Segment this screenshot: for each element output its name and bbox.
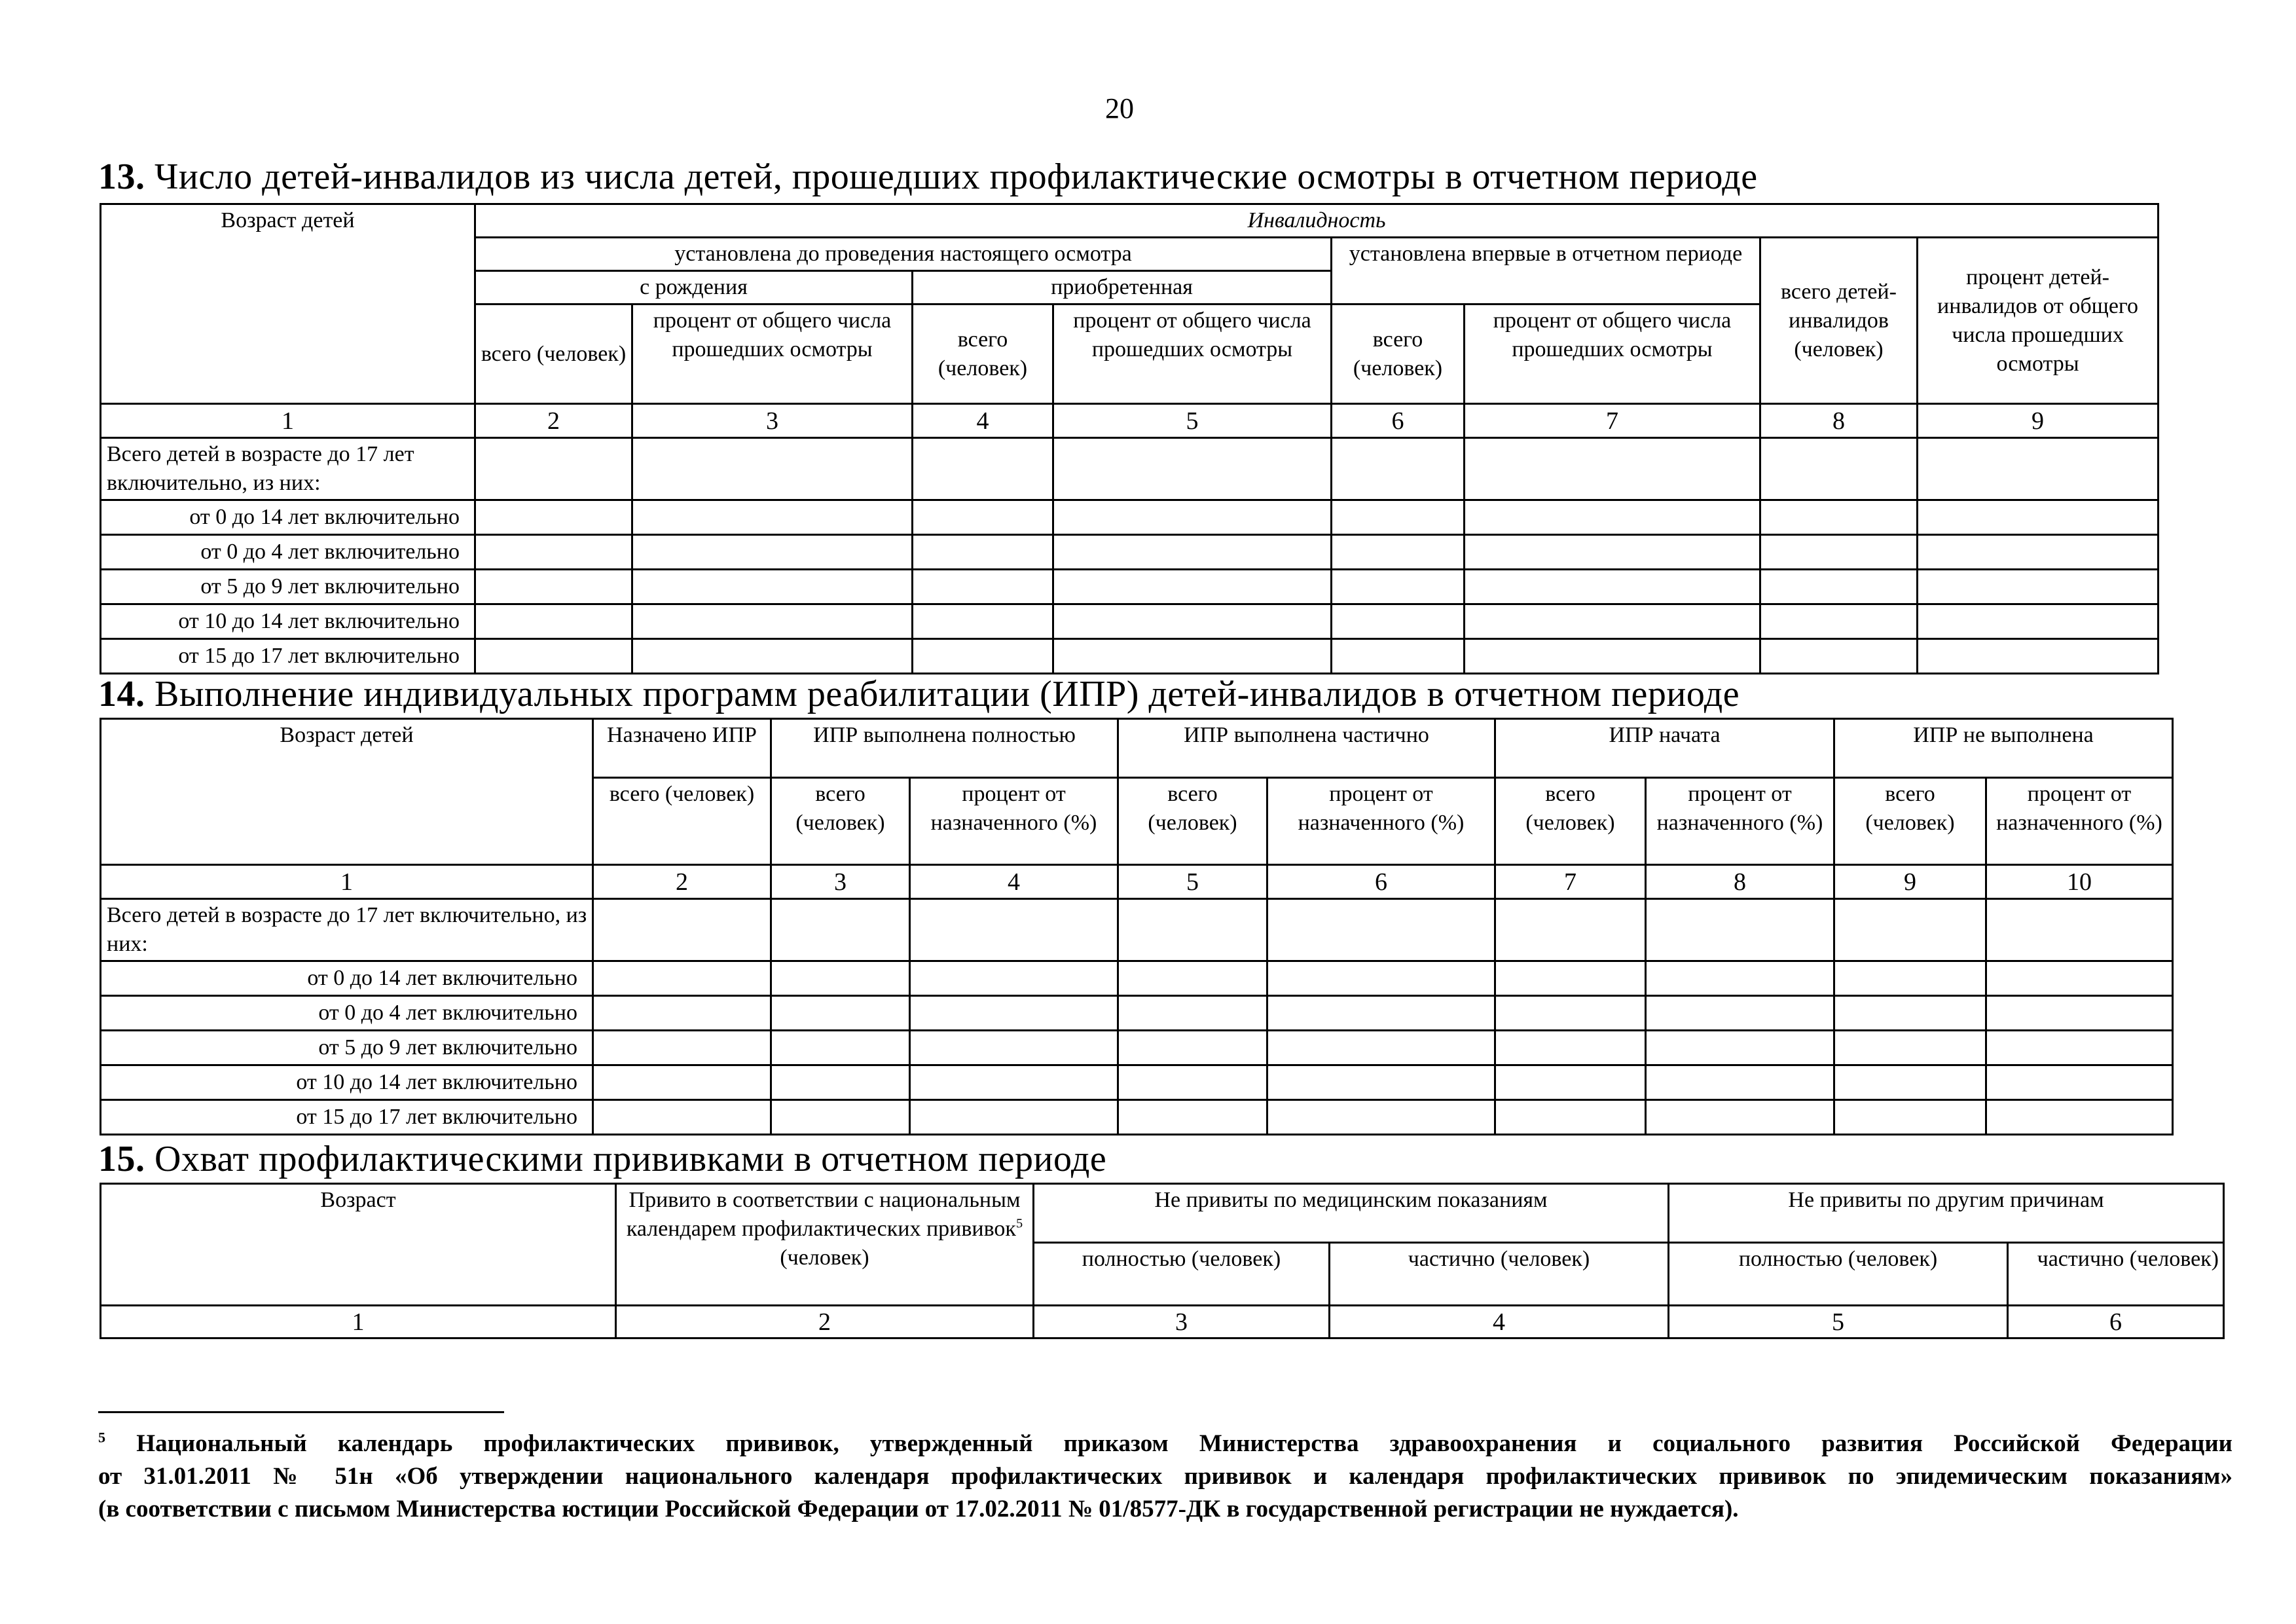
t14-header-percent: процент от назначенного (%) <box>1646 778 1834 865</box>
data-cell <box>913 570 1053 604</box>
data-cell <box>1834 961 1986 996</box>
section-15-number: 15. <box>98 1139 145 1179</box>
data-cell <box>1918 604 2159 639</box>
t13-colnum: 1 <box>101 404 475 438</box>
data-cell <box>475 535 632 570</box>
t14-header-percent: процент от назначенного (%) <box>1267 778 1495 865</box>
data-cell <box>1760 604 1918 639</box>
data-cell <box>1267 996 1495 1031</box>
t14-header-partial: ИПР выполнена частично <box>1118 719 1495 778</box>
data-cell <box>1118 899 1267 961</box>
footnote-rule <box>98 1411 504 1413</box>
data-cell <box>1267 899 1495 961</box>
t13-header-from-birth: с рождения <box>475 271 913 304</box>
table-14 <box>100 718 2174 1135</box>
t13-row-label: от 0 до 4 лет включительно <box>101 535 475 570</box>
data-cell <box>1760 500 1918 535</box>
t14-row-label: от 0 до 14 лет включительно <box>101 961 593 996</box>
t13-colnum: 5 <box>1053 404 1332 438</box>
table-row <box>101 961 2173 996</box>
section-13-number: 13. <box>98 157 145 197</box>
data-cell <box>1918 535 2159 570</box>
t13-row-label: от 10 до 14 лет включительно <box>101 604 475 639</box>
data-cell <box>1465 535 1760 570</box>
t13-row-label: Всего детей в возрасте до 17 лет включительно, из них: <box>101 438 475 500</box>
t14-header-full: ИПР выполнена полностью <box>771 719 1118 778</box>
data-cell <box>1332 639 1465 674</box>
data-cell <box>1495 961 1646 996</box>
t13-header-percent: процент от общего числа прошедших осмотры <box>1465 304 1760 404</box>
data-cell <box>632 570 913 604</box>
data-cell <box>632 639 913 674</box>
data-cell <box>1495 1031 1646 1065</box>
data-cell <box>1646 1100 1834 1135</box>
t13-header-before-exam: установлена до проведения настоящего осмотра <box>475 238 1332 271</box>
section-14-title-text: Выполнение индивидуальных программ реабилитации (ИПР) детей-инвалидов в отчетном периоде <box>145 674 1740 714</box>
t13-row-label: от 0 до 14 лет включительно <box>101 500 475 535</box>
t14-header-total: всего (человек) <box>593 778 771 865</box>
t14-header-started: ИПР начата <box>1495 719 1834 778</box>
t14-colnum: 10 <box>1986 865 2173 899</box>
t13-colnum: 2 <box>475 404 632 438</box>
t13-header-percent-disabled: процент детей-инвалидов от общего числа прошедших осмотры <box>1918 238 2159 404</box>
t15-header-not-other: Не привиты по другим причинам <box>1669 1184 2224 1243</box>
t14-row-label: от 10 до 14 лет включительно <box>101 1065 593 1100</box>
t14-colnum: 3 <box>771 865 910 899</box>
t14-column-numbers <box>101 865 2173 899</box>
t15-colnum: 5 <box>1669 1306 2008 1338</box>
t13-colnum: 8 <box>1760 404 1918 438</box>
t13-colnum: 6 <box>1332 404 1465 438</box>
data-cell <box>771 961 910 996</box>
table-15 <box>100 1183 2225 1339</box>
t14-header-total: всего (человек) <box>771 778 910 865</box>
data-cell <box>1918 438 2159 500</box>
t14-row-label: от 15 до 17 лет включительно <box>101 1100 593 1135</box>
t15-header-full: полностью (человек) <box>1034 1243 1330 1306</box>
data-cell <box>1267 1031 1495 1065</box>
footnote <box>98 1428 2232 1526</box>
data-cell <box>1495 1065 1646 1100</box>
t15-colnum: 3 <box>1034 1306 1330 1338</box>
data-cell <box>1760 639 1918 674</box>
data-cell <box>910 996 1118 1031</box>
data-cell <box>593 1065 771 1100</box>
table-row <box>101 604 2159 639</box>
footnote-text-1: Национальный календарь профилактических прививок, утвержденный приказом Министерства здравоохранения и социального развития Российской Федерации <box>105 1430 2232 1457</box>
t14-colnum: 8 <box>1646 865 1834 899</box>
t14-header-assigned: Назначено ИПР <box>593 719 771 778</box>
data-cell <box>632 535 913 570</box>
t14-header-total: всего (человек) <box>1834 778 1986 865</box>
data-cell <box>1646 1031 1834 1065</box>
table-row <box>101 570 2159 604</box>
data-cell <box>1465 438 1760 500</box>
t13-header-age: Возраст детей <box>101 204 475 404</box>
data-cell <box>1986 1100 2173 1135</box>
data-cell <box>910 1065 1118 1100</box>
data-cell <box>593 1031 771 1065</box>
section-15-title <box>98 1138 1106 1180</box>
data-cell <box>1267 961 1495 996</box>
table-row <box>101 535 2159 570</box>
t13-row-label: от 15 до 17 лет включительно <box>101 639 475 674</box>
t13-header-acquired: приобретенная <box>913 271 1332 304</box>
data-cell <box>475 500 632 535</box>
data-cell <box>1760 535 1918 570</box>
t14-header-total: всего (человек) <box>1495 778 1646 865</box>
t15-header-full: полностью (человек) <box>1669 1243 2008 1306</box>
footnote-line-3: (в соответствии с письмом Министерства юстиции Российской Федерации от 17.02.2011 № 01/8577-ДК в государственной регистрации не нуждается). <box>98 1496 1739 1522</box>
table-13 <box>100 203 2159 674</box>
t14-header-total: всего (человек) <box>1118 778 1267 865</box>
data-cell <box>1918 500 2159 535</box>
data-cell <box>1465 500 1760 535</box>
t15-header-vaccinated-unit: (человек) <box>780 1246 869 1270</box>
t15-colnum: 6 <box>2008 1306 2224 1338</box>
footnote-mark: 5 <box>98 1429 106 1446</box>
t14-header-not-done: ИПР не выполнена <box>1834 719 2173 778</box>
data-cell <box>1495 1100 1646 1135</box>
data-cell <box>593 996 771 1031</box>
t14-row-label: от 5 до 9 лет включительно <box>101 1031 593 1065</box>
data-cell <box>593 961 771 996</box>
data-cell <box>1646 899 1834 961</box>
data-cell <box>1332 570 1465 604</box>
data-cell <box>1118 961 1267 996</box>
data-cell <box>1332 535 1465 570</box>
data-cell <box>1118 1100 1267 1135</box>
t14-colnum: 5 <box>1118 865 1267 899</box>
t14-header-percent: процент от назначенного (%) <box>1986 778 2173 865</box>
data-cell <box>771 1065 910 1100</box>
data-cell <box>913 639 1053 674</box>
data-cell <box>593 1100 771 1135</box>
data-cell <box>475 604 632 639</box>
data-cell <box>1646 996 1834 1031</box>
t13-header-total: всего (человек) <box>475 304 632 404</box>
t14-colnum: 7 <box>1495 865 1646 899</box>
data-cell <box>1495 899 1646 961</box>
t13-header-disability: Инвалидность <box>475 204 2159 238</box>
t15-header-partial: частично (человек) <box>1330 1243 1669 1306</box>
data-cell <box>1118 1065 1267 1100</box>
data-cell <box>475 438 632 500</box>
data-cell <box>1465 570 1760 604</box>
table-row <box>101 899 2173 961</box>
t13-header-total: всего (человек) <box>913 304 1053 404</box>
data-cell <box>910 1031 1118 1065</box>
data-cell <box>1834 899 1986 961</box>
data-cell <box>1332 500 1465 535</box>
table-row <box>101 1065 2173 1100</box>
t14-colnum: 4 <box>910 865 1118 899</box>
table-row <box>101 1031 2173 1065</box>
t14-colnum: 2 <box>593 865 771 899</box>
t13-header-total-disabled: всего детей-инвалидов (человек) <box>1760 238 1918 404</box>
data-cell <box>593 899 771 961</box>
data-cell <box>771 899 910 961</box>
data-cell <box>1118 996 1267 1031</box>
t13-colnum: 9 <box>1918 404 2159 438</box>
data-cell <box>913 500 1053 535</box>
t14-colnum: 1 <box>101 865 593 899</box>
data-cell <box>1986 996 2173 1031</box>
t15-colnum: 2 <box>616 1306 1034 1338</box>
section-15-title-text: Охват профилактическими прививками в отчетном периоде <box>145 1139 1107 1179</box>
data-cell <box>475 570 632 604</box>
t14-colnum: 6 <box>1267 865 1495 899</box>
data-cell <box>1332 604 1465 639</box>
t14-row-label: от 0 до 4 лет включительно <box>101 996 593 1031</box>
section-13-title <box>98 156 1758 198</box>
data-cell <box>913 438 1053 500</box>
data-cell <box>1267 1065 1495 1100</box>
data-cell <box>1834 1100 1986 1135</box>
data-cell <box>1053 604 1332 639</box>
section-14-title <box>98 673 1740 715</box>
t13-colnum: 3 <box>632 404 913 438</box>
table-row <box>101 438 2159 500</box>
data-cell <box>910 899 1118 961</box>
data-cell <box>771 996 910 1031</box>
data-cell <box>1053 438 1332 500</box>
section-14-number: 14. <box>98 674 145 714</box>
t15-header-vaccinated <box>616 1184 1034 1306</box>
data-cell <box>1834 996 1986 1031</box>
data-cell <box>1986 899 2173 961</box>
t13-column-numbers <box>101 404 2159 438</box>
t15-header-age: Возраст <box>101 1184 616 1306</box>
data-cell <box>1918 639 2159 674</box>
footnote-line-2: от 31.01.2011 № 51н «Об утверждении национального календаря профилактических прививок и календаря профилактических прививок по эпидемическим показаниям» <box>98 1463 2232 1490</box>
data-cell <box>771 1100 910 1135</box>
t15-header-partial: частично (человек) <box>2008 1243 2224 1306</box>
t14-header-age: Возраст детей <box>101 719 593 865</box>
data-cell <box>1332 438 1465 500</box>
data-cell <box>632 500 913 535</box>
t13-header-first-time: установлена впервые в отчетном периоде <box>1332 238 1760 304</box>
data-cell <box>771 1031 910 1065</box>
t13-header-total: всего (человек) <box>1332 304 1465 404</box>
data-cell <box>913 604 1053 639</box>
data-cell <box>1986 961 2173 996</box>
data-cell <box>475 639 632 674</box>
data-cell <box>1053 500 1332 535</box>
footnote-line-1 <box>98 1428 2232 1460</box>
table-row <box>101 996 2173 1031</box>
t13-row-label: от 5 до 9 лет включительно <box>101 570 475 604</box>
t13-header-percent: процент от общего числа прошедших осмотры <box>632 304 913 404</box>
t15-colnum: 4 <box>1330 1306 1669 1338</box>
t14-row-label: Всего детей в возрасте до 17 лет включительно, из них: <box>101 899 593 961</box>
table-row <box>101 1100 2173 1135</box>
data-cell <box>1646 1065 1834 1100</box>
data-cell <box>910 1100 1118 1135</box>
data-cell <box>913 535 1053 570</box>
t15-header-not-medical: Не привиты по медицинским показаниям <box>1034 1184 1669 1243</box>
data-cell <box>632 604 913 639</box>
data-cell <box>1465 639 1760 674</box>
data-cell <box>1986 1065 2173 1100</box>
data-cell <box>1918 570 2159 604</box>
data-cell <box>1053 570 1332 604</box>
data-cell <box>1053 639 1332 674</box>
section-13-title-text: Число детей-инвалидов из числа детей, прошедших профилактические осмотры в отчетном периоде <box>145 157 1758 197</box>
table-row <box>101 500 2159 535</box>
t13-colnum: 7 <box>1465 404 1760 438</box>
data-cell <box>910 961 1118 996</box>
data-cell <box>1267 1100 1495 1135</box>
t13-header-percent: процент от общего числа прошедших осмотры <box>1053 304 1332 404</box>
data-cell <box>1465 604 1760 639</box>
t15-column-numbers <box>101 1306 2224 1338</box>
data-cell <box>1986 1031 2173 1065</box>
t14-colnum: 9 <box>1834 865 1986 899</box>
table-row <box>101 639 2159 674</box>
t13-colnum: 4 <box>913 404 1053 438</box>
data-cell <box>1053 535 1332 570</box>
data-cell <box>1834 1065 1986 1100</box>
data-cell <box>632 438 913 500</box>
footnote-ref: 5 <box>1015 1216 1023 1231</box>
data-cell <box>1834 1031 1986 1065</box>
data-cell <box>1495 996 1646 1031</box>
t14-header-percent: процент от назначенного (%) <box>910 778 1118 865</box>
data-cell <box>1118 1031 1267 1065</box>
data-cell <box>1646 961 1834 996</box>
data-cell <box>1760 438 1918 500</box>
page-number: 20 <box>1105 92 1134 124</box>
t15-colnum: 1 <box>101 1306 616 1338</box>
t15-header-vaccinated-text: Привито в соответствии с национальным календарем профилактических прививок <box>626 1188 1021 1241</box>
data-cell <box>1760 570 1918 604</box>
